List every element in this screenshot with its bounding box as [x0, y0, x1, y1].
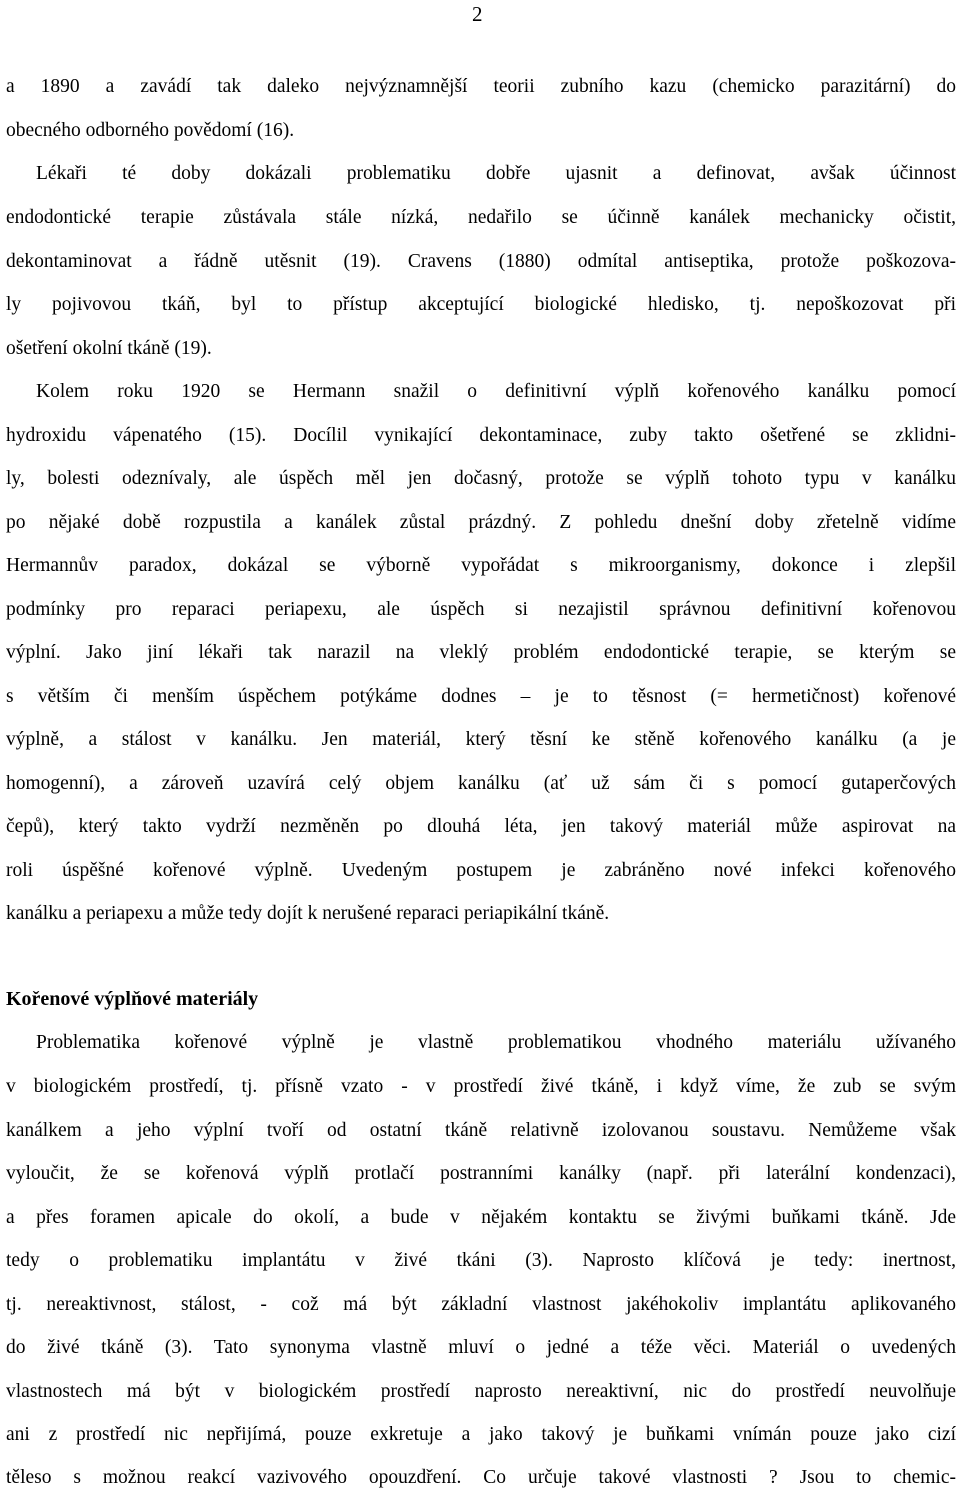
text-line: kanálkem a jeho výplní tvoří od ostatní tkáně relativně izolovanou soustavu. Nemůžeme však	[6, 1120, 956, 1141]
text-line: podmínky pro reparaci periapexu, ale úspěch si nezajistil správnou definitivní kořenovou	[6, 599, 956, 620]
text-line: a přes foramen apicale do okolí, a bude v nějakém kontaktu se živými buňkami tkáně. Jde	[6, 1207, 956, 1228]
text-line: roli úspěšné kořenové výplně. Uvedeným postupem je zabráněno nové infekci kořenového	[6, 860, 956, 881]
text-line: ošetření okolní tkáně (19).	[6, 338, 212, 359]
text-line: do živé tkáně (3). Tato synonyma vlastně mluví o jedné a téže věci. Materiál o uvedených	[6, 1337, 956, 1358]
section-heading: Kořenové výplňové materiály	[6, 988, 259, 1010]
text-line: tedy o problematiku implantátu v živé tkáni (3). Naprosto klíčová je tedy: inertnost,	[6, 1250, 956, 1271]
text-line: tj. nereaktivnost, stálost, - což má být základní vlastnost jakéhokoliv implantátu aplikovaného	[6, 1294, 956, 1315]
text-line: a 1890 a zavádí tak daleko nejvýznamnější teorii zubního kazu (chemicko parazitární) do	[6, 76, 956, 97]
text-line: ly, bolesti odeznívaly, ale úspěch měl jen dočasný, protože se výplň tohoto typu v kanálku	[6, 468, 956, 489]
text-line: s větším či menším úspěchem potýkáme dodnes – je to těsnost (= hermetičnost) kořenové	[6, 686, 956, 707]
text-line: po nějaké době rozpustila a kanálek zůstal prázdný. Z pohledu dnešní doby zřetelně vidíme	[6, 512, 956, 533]
text-line: ly pojivovou tkáň, byl to přístup akceptující biologické hledisko, tj. nepoškozovat při	[6, 294, 956, 315]
text-line: obecného odborného povědomí (16).	[6, 120, 295, 141]
text-line: dekontaminovat a řádně utěsnit (19). Cravens (1880) odmítal antiseptika, protože poškozova-	[6, 251, 956, 272]
text-line: Problematika kořenové výplně je vlastně problematikou vhodného materiálu užívaného	[36, 1032, 956, 1053]
text-line: v biologickém prostředí, tj. přísně vzato - v prostředí živé tkáně, i když víme, že zub se svým	[6, 1076, 956, 1097]
text-line: Kolem roku 1920 se Hermann snažil o definitivní výplň kořenového kanálku pomocí	[36, 381, 956, 402]
text-line: výplně, a stálost v kanálku. Jen materiál, který těsní ke stěně kořenového kanálku (a je	[6, 729, 956, 750]
text-line: vlastnostech má být v biologickém prostředí naprosto nereaktivní, nic do prostředí neuvolňuje	[6, 1381, 956, 1402]
text-line: homogenní), a zároveň uzavírá celý objem kanálku (ať už sám či s pomocí gutaperčových	[6, 773, 956, 794]
text-line: Hermannův paradox, dokázal se výborně vypořádat s mikroorganismy, dokonce i zlepšil	[6, 555, 956, 576]
text-line: hydroxidu vápenatého (15). Docílil vynikající dekontaminace, zuby takto ošetřené se zklidni-	[6, 425, 956, 446]
text-line: ani z prostředí nic nepřijímá, pouze exkretuje a jako takový je buňkami vnímán pouze jako cizí	[6, 1424, 956, 1445]
text-line: čepů), který takto vydrží nezměněn po dlouhá léta, jen takový materiál může aspirovat na	[6, 816, 956, 837]
text-line: kanálku a periapexu a může tedy dojít k nerušené reparaci periapikální tkáně.	[6, 903, 610, 924]
text-line: endodontické terapie zůstávala stále nízká, nedařilo se účinně kanálek mechanicky očistit,	[6, 207, 956, 228]
text-line: vyloučit, že se kořenová výplň protlačí postranními kanálky (např. při laterální kondenzaci),	[6, 1163, 956, 1184]
page-number: 2	[472, 2, 483, 26]
text-line: Lékaři té doby dokázali problematiku dobře ujasnit a definovat, avšak účinnost	[36, 163, 956, 184]
text-line: těleso s možnou reakcí vazivového opouzdření. Co určuje takové vlastnosti ? Jsou to chemic-	[6, 1467, 956, 1488]
text-line: výplní. Jako jiní lékaři tak narazil na vleklý problém endodontické terapie, se kterým se	[6, 642, 956, 663]
